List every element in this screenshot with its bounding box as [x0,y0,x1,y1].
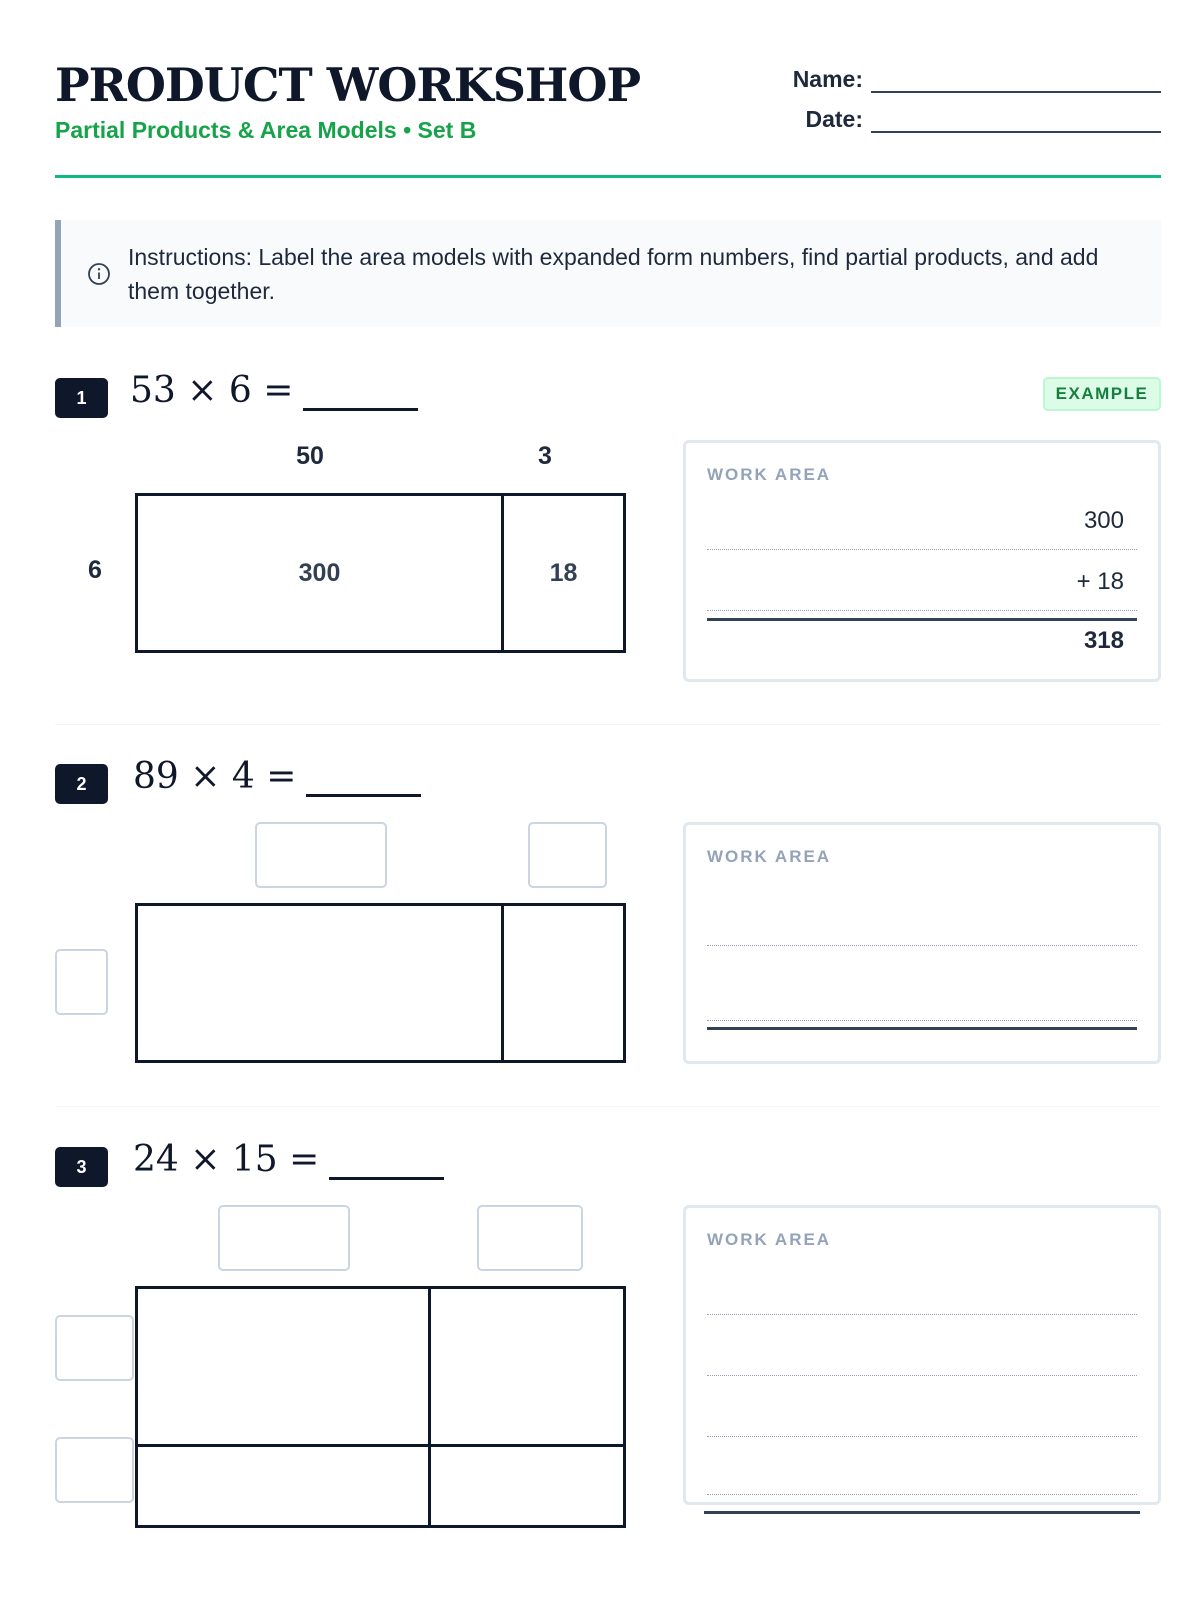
work-line [707,945,1137,946]
answer-blank[interactable] [329,1150,444,1180]
work-area[interactable] [683,1205,1161,1505]
sum-line [707,1027,1137,1030]
work-line [707,1375,1137,1376]
answer-blank[interactable] [303,381,418,411]
date-label: Date: [805,106,863,132]
equation-text: 53 × 6 = [130,370,294,411]
work-line [707,549,1137,550]
problem-equation [133,756,421,797]
name-field[interactable] [773,66,1161,93]
work-line [707,1494,1137,1495]
work-line [707,1020,1137,1021]
problem-number-badge: 2 [55,764,108,804]
worksheet-header [55,0,1161,180]
page-title: PRODUCT WORKSHOP [55,58,641,112]
date-field[interactable] [773,106,1161,133]
info-icon [87,262,111,286]
problem-number-badge: 1 [55,378,108,418]
side-label-box[interactable] [55,949,108,1015]
problem-1 [55,370,1161,680]
work-area-label: WORK AREA [707,847,832,866]
work-area-label: WORK AREA [707,1230,832,1249]
work-line [707,610,1137,611]
instructions-box [55,220,1161,327]
equation-text: 89 × 4 = [133,756,297,797]
side-label: 6 [88,556,102,584]
work-area[interactable] [683,440,1161,682]
partial-product-cell: 300 [298,558,341,587]
work-line [707,1436,1137,1437]
example-badge: EXAMPLE [1043,377,1161,411]
section-divider [55,724,1161,725]
problem-3 [55,1135,1161,1535]
top-label-box[interactable] [477,1205,583,1271]
model-divider [501,906,504,1060]
model-divider [138,1444,623,1447]
model-divider [428,1289,431,1525]
work-line [707,1314,1137,1315]
partial-sum-2: + 18 [1076,568,1124,595]
side-label-box[interactable] [55,1315,134,1381]
partial-sum-1: 300 [1083,507,1124,534]
top-label-box[interactable] [255,822,387,888]
area-model[interactable] [135,1286,626,1528]
name-label: Name: [792,66,863,92]
total-sum: 318 [1083,627,1124,654]
instructions-text: Instructions: Label the area models with expanded form numbers, find partial products, and add them together. [128,244,1099,304]
top-label: 50 [296,442,324,470]
area-model [135,493,626,653]
answer-blank[interactable] [306,767,421,797]
top-label: 3 [538,442,552,470]
equation-text: 24 × 15 = [133,1139,320,1180]
work-area[interactable] [683,822,1161,1064]
header-divider [55,175,1161,178]
name-line[interactable] [871,71,1161,93]
top-label-box[interactable] [528,822,607,888]
problem-equation [130,370,418,411]
date-line[interactable] [871,111,1161,133]
page-subtitle: Partial Products & Area Models • Set B [55,117,477,143]
top-label-box[interactable] [218,1205,350,1271]
sum-line [707,618,1137,621]
work-area-label: WORK AREA [707,465,832,484]
section-divider [55,1106,1161,1107]
area-model[interactable] [135,903,626,1063]
sum-line [704,1511,1140,1514]
problem-number-badge: 3 [55,1147,108,1187]
side-label-box[interactable] [55,1437,134,1503]
problem-equation [133,1139,444,1180]
problem-2 [55,752,1161,1062]
partial-product-cell: 18 [549,558,578,587]
